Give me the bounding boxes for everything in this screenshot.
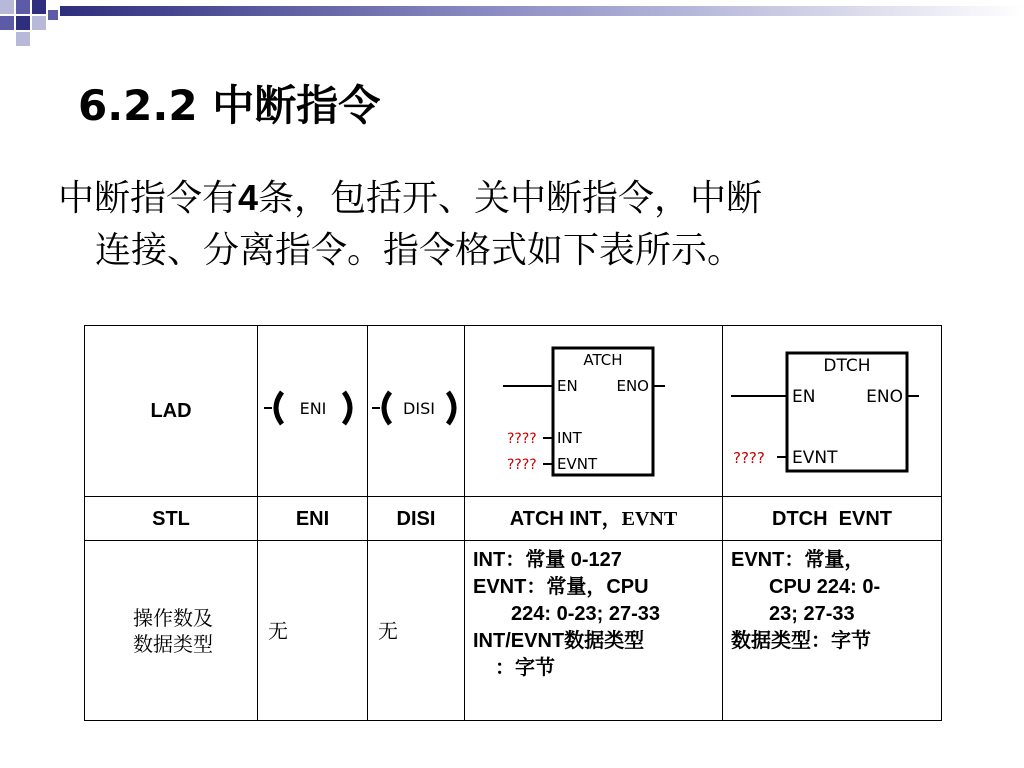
operands-header-line-1: 操作数及: [133, 605, 213, 630]
operands-disi: 无: [368, 541, 465, 721]
atch-operand-line: 224: 0-23; 27-33: [511, 603, 660, 625]
dtch-operand-line: 数据类型：字节: [731, 630, 871, 652]
atch-eno-label: ENO: [616, 377, 649, 395]
lad-eni-cell: [258, 326, 368, 497]
lad-dtch-cell: [723, 326, 942, 497]
intro-text-pre: 中断指令有: [58, 178, 239, 219]
disi-coil-symbol: [368, 378, 465, 438]
interrupt-instruction-table: [84, 325, 942, 721]
dtch-operand-line: CPU 224: 0-: [769, 576, 881, 598]
atch-operand-line: ：字节: [495, 657, 555, 679]
stl-eni: ENI: [258, 497, 368, 541]
operands-atch: [465, 541, 723, 721]
dtch-eno-label: ENO: [866, 387, 903, 407]
intro-paragraph: [58, 172, 978, 277]
intro-count: 4: [238, 177, 259, 218]
stl-atch: [465, 497, 723, 541]
operands-header-line-2: 数据类型: [133, 631, 213, 656]
atch-operand-line: INT/EVNT数据类型: [473, 630, 645, 652]
atch-en-label: EN: [557, 377, 578, 395]
eni-coil-label: ENI: [299, 399, 327, 418]
lad-row: [85, 326, 942, 497]
intro-text-post: 条，包括开、关中断指令，中断: [258, 178, 763, 219]
dtch-evnt-placeholder: ????: [733, 449, 765, 467]
atch-box-name: ATCH: [583, 351, 623, 369]
decorative-header-bar: [0, 0, 1024, 50]
atch-evnt-label: EVNT: [557, 455, 598, 473]
dtch-box-name: DTCH: [823, 356, 871, 376]
stl-atch-param: EVNT: [621, 508, 678, 530]
atch-operand-line: EVNT：常量，CPU: [473, 576, 649, 598]
stl-disi: DISI: [368, 497, 465, 541]
intro-line-2: 连接、分离指令。指令格式如下表所示。: [95, 230, 744, 271]
intro-line-1: [58, 172, 978, 225]
dtch-evnt-label: EVNT: [792, 448, 838, 468]
operands-row: [85, 541, 942, 721]
operands-header: [85, 541, 258, 721]
operands-eni: 无: [258, 541, 368, 721]
atch-int-label: INT: [557, 429, 582, 447]
dtch-operand-line: 23; 27-33: [769, 603, 855, 625]
dtch-box-symbol: [723, 326, 942, 490]
operands-dtch: [723, 541, 942, 721]
atch-int-placeholder: ????: [507, 431, 537, 447]
dtch-operand-line: EVNT：常量，: [731, 549, 865, 571]
atch-box-symbol: [465, 326, 723, 490]
lad-header: LAD: [85, 326, 258, 497]
stl-header: STL: [85, 497, 258, 541]
stl-atch-main: ATCH INT，: [509, 508, 622, 530]
lad-disi-cell: [368, 326, 465, 497]
atch-operand-line: INT：常量 0-127: [473, 549, 622, 571]
dtch-en-label: EN: [792, 387, 816, 407]
slide-title: 6.2.2 中断指令: [78, 81, 381, 130]
lad-atch-cell: [465, 326, 723, 497]
disi-coil-label: DISI: [403, 399, 435, 418]
atch-evnt-placeholder: ????: [507, 457, 537, 473]
stl-row: [85, 497, 942, 541]
eni-coil-symbol: [258, 378, 368, 438]
stl-dtch: DTCH EVNT: [723, 497, 942, 541]
